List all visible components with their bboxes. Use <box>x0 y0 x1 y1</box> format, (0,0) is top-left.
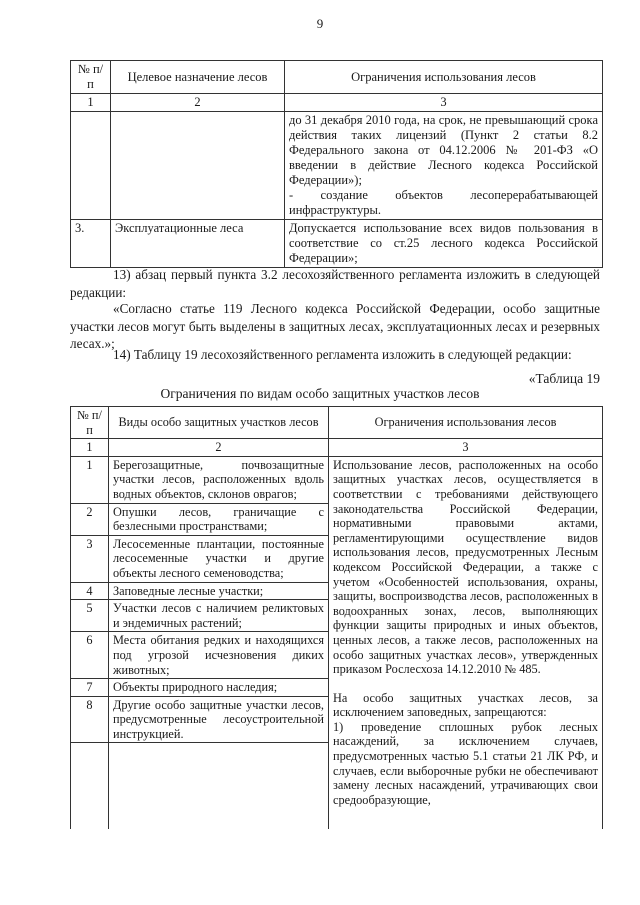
col-number: 2 <box>109 439 329 457</box>
col-number: 3 <box>285 94 603 112</box>
col-number: 1 <box>71 439 109 457</box>
row-type-empty <box>109 743 329 829</box>
row-restrictions: Допускается использование всех видов пользования в соответствие со ст.25 лесного кодекса Российской Федерации»; <box>285 220 603 268</box>
row-num: 4 <box>71 582 109 600</box>
row-type: Заповедные лесные участки; <box>109 582 329 600</box>
row-type: Объекты природного наследия; <box>109 679 329 697</box>
row-num-empty <box>71 743 109 829</box>
table-row <box>71 220 603 268</box>
row-num: 8 <box>71 696 109 743</box>
protected-areas-table <box>70 406 603 829</box>
row-type: Места обитания редких и находящихся под угрозой исчезновения диких животных; <box>109 632 329 679</box>
row-num: 3. <box>71 220 111 268</box>
table-reference: «Таблица 19 <box>528 371 600 386</box>
restrictions-para: Использование лесов, расположенных на особо защитных участках лесов, осуществляется в соответствии с требованиями действующего законодательства Российской Федерации, нормативными правовыми актами, регламентирующими осуществление видов использования лесов, предусмотренных Лесным кодексом Российской Федерации, а также с учетом «Особенностей использования, охраны, защиты, воспроизводства лесов, расположенных в водоохранных зонах, лесов, выполняющих функции защиты природных и иных объектов, ценных лесов, а также лесов, расположенных на особо защитных участках лесов», утвержденных приказом Рослесхоза 14.12.2010 № 485. <box>333 457 598 677</box>
restrictions-para: 1) проведение сплошных рубок лесных насаждений, за исключением случаев, предусмотренных частью 5.1 статьи 21 ЛК РФ, и случаев, если выборочные рубки не обеспечивают замену лесных насаждений, утрачивающих свои средообразующие, <box>333 719 598 807</box>
row-num: 5 <box>71 600 109 632</box>
row-type: Участки лесов с наличием реликтовых и эндемичных растений; <box>109 600 329 632</box>
table-row <box>71 112 603 220</box>
header-restrictions: Ограничения использования лесов <box>285 61 603 94</box>
table-row <box>71 456 603 503</box>
row-restrictions: до 31 декабря 2010 года, на срок, не превышающий срока действия таких лицензий (Пункт 2 статьи 8.2 Федерального закона от 04.12.2006 № 201-ФЗ «О введении в действие Лесного кодекса Российской Федерации»); - создание объектов лесоперерабатывающей инфраструктуры. <box>285 112 603 220</box>
paragraph-14: 14) Таблицу 19 лесохозяйственного регламента изложить в следующей редакции: <box>113 347 572 362</box>
col-number: 2 <box>111 94 285 112</box>
header-type: Виды особо защитных участков лесов <box>109 407 329 439</box>
restrictions-para: На особо защитных участках лесов, за исключением заповедных, запрещаются: <box>333 690 598 720</box>
header-num: № п/п <box>71 61 111 94</box>
row-type: Другие особо защитные участки лесов, предусмотренные лесоустроительной инструкцией. <box>109 696 329 743</box>
row-num: 7 <box>71 679 109 697</box>
row-num: 2 <box>71 503 109 535</box>
page-number: 9 <box>316 16 324 31</box>
row-num: 6 <box>71 632 109 679</box>
row-type: Опушки лесов, граничащие с безлесными пространствами; <box>109 503 329 535</box>
row-num: 1 <box>71 456 109 503</box>
row-num: 3 <box>71 535 109 582</box>
row-num <box>71 112 111 220</box>
table-caption: Ограничения по видам особо защитных участков лесов <box>160 386 480 401</box>
col-number: 3 <box>329 439 603 457</box>
col-number: 1 <box>71 94 111 112</box>
row-purpose: Эксплуатационные леса <box>111 220 285 268</box>
header-num: № п/п <box>71 407 109 439</box>
header-purpose: Целевое назначение лесов <box>111 61 285 94</box>
restrictions-cell <box>329 456 603 829</box>
row-purpose <box>111 112 285 220</box>
forest-purpose-table <box>70 60 603 268</box>
row-type: Берегозащитные, почвозащитные участки лесов, расположенных вдоль водных объектов, склонов оврагов; <box>109 456 329 503</box>
paragraph-quote: «Согласно статье 119 Лесного кодекса Российской Федерации, особо защитные участки лесов могут быть выделены в защитных лесах, эксплуатационных лесах и резервных лесах.»; <box>70 301 600 351</box>
paragraph-13: 13) абзац первый пункта 3.2 лесохозяйственного регламента изложить в следующей редакции: <box>70 267 600 300</box>
row-type: Лесосеменные плантации, постоянные лесосеменные участки и другие объекты лесного семеноводства; <box>109 535 329 582</box>
header-restrictions: Ограничения использования лесов <box>329 407 603 439</box>
